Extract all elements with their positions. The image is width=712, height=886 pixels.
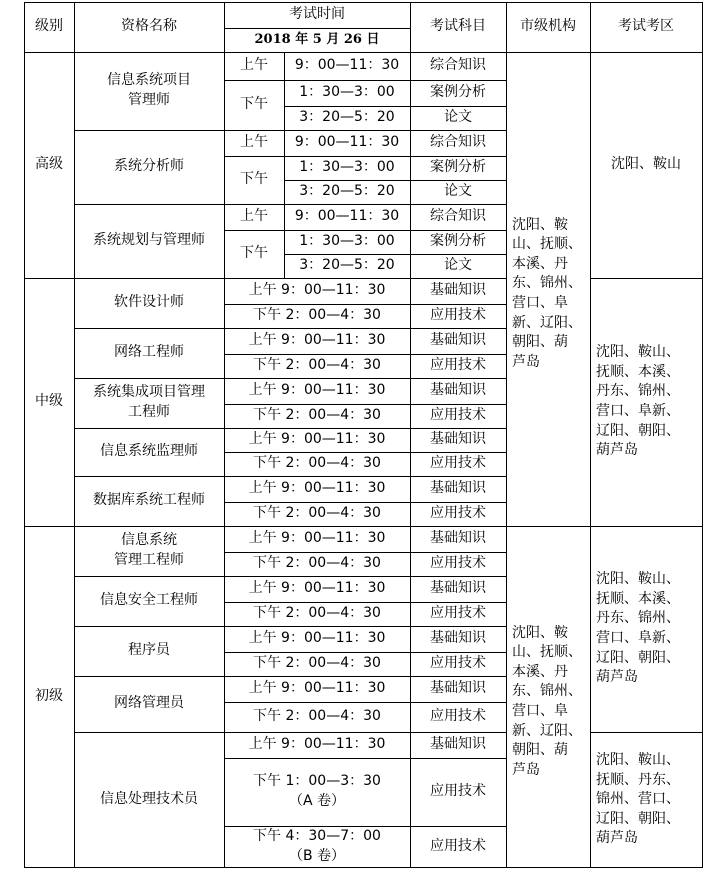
time-pm-value: 1：30—3：00 <box>299 84 395 101</box>
time-am-full: 上午 9：00—11：30 <box>248 736 386 753</box>
subject-cell: 基础知识 <box>430 382 486 399</box>
subject-cell: 综合知识 <box>430 208 486 225</box>
time-pm-session-b: 下午 4：30—7：00 （B 卷） <box>253 828 381 864</box>
time-pm-full: 下午 2：00—4：30 <box>253 708 381 725</box>
time-am-full: 上午 9：00—11：30 <box>248 282 386 299</box>
qual-network-admin: 网络管理员 <box>114 695 184 712</box>
subject-cell: 基础知识 <box>430 282 486 299</box>
subject-cell: 基础知识 <box>430 431 486 448</box>
header-city-org: 市级机构 <box>520 18 576 35</box>
level-junior: 初级 <box>35 688 63 705</box>
level-middle: 中级 <box>35 393 63 410</box>
time-am-full: 上午 9：00—11：30 <box>248 332 386 349</box>
qual-system-analyst: 系统分析师 <box>114 158 184 175</box>
subject-cell: 基础知识 <box>430 332 486 349</box>
subject-cell: 应用技术 <box>430 605 486 622</box>
subject-cell: 论文 <box>444 257 472 274</box>
subject-cell: 基础知识 <box>430 580 486 597</box>
header-subject: 考试科目 <box>430 18 486 35</box>
qual-network-engineer: 网络工程师 <box>114 344 184 361</box>
qual-database-engineer: 数据库系统工程师 <box>93 492 205 509</box>
subject-cell: 应用技术 <box>430 455 486 472</box>
time-am-full: 上午 9：00—11：30 <box>248 431 386 448</box>
time-pm-label: 下午 <box>240 171 268 188</box>
subject-cell: 应用技术 <box>430 307 486 324</box>
time-am-value: 9：00—11：30 <box>294 57 400 74</box>
subject-cell: 案例分析 <box>430 159 486 176</box>
time-am-label: 上午 <box>240 134 268 151</box>
time-am-full: 上午 9：00—11：30 <box>248 630 386 647</box>
subject-cell: 论文 <box>444 183 472 200</box>
time-pm-value: 1：30—3：00 <box>299 159 395 176</box>
qual-info-system-supervisor: 信息系统监理师 <box>100 443 198 460</box>
exam-area-senior: 沈阳、鞍山 <box>611 156 681 173</box>
time-am-label: 上午 <box>240 208 268 225</box>
time-pm-session-a: 下午 1：00—3：30 （A 卷） <box>253 773 381 809</box>
time-am-full: 上午 9：00—11：30 <box>248 480 386 497</box>
subject-cell: 基础知识 <box>430 736 486 753</box>
time-am-value: 9：00—11：30 <box>294 134 400 151</box>
subject-cell: 应用技术 <box>430 555 486 572</box>
header-level: 级别 <box>35 18 63 35</box>
qual-info-security-engineer: 信息安全工程师 <box>100 592 198 609</box>
qual-software-designer: 软件设计师 <box>114 294 184 311</box>
subject-cell: 应用技术 <box>430 655 486 672</box>
subject-cell: 应用技术 <box>430 505 486 522</box>
qual-programmer: 程序员 <box>128 642 170 659</box>
time-am-full: 上午 9：00—11：30 <box>248 382 386 399</box>
header-qualification: 资格名称 <box>121 18 177 35</box>
city-org-group-2: 沈阳、鞍 山、抚顺、 本溪、丹 东、锦州、 营口、阜 新、辽阳、 朝阳、葫 芦岛 <box>512 624 582 778</box>
time-pm-full: 下午 2：00—4：30 <box>253 407 381 424</box>
qual-system-planning-manager: 系统规划与管理师 <box>93 232 205 249</box>
time-am-full: 上午 9：00—11：30 <box>248 580 386 597</box>
subject-cell: 基础知识 <box>430 680 486 697</box>
qual-info-system-project-manager: 信息系统项目 管理师 <box>107 72 191 108</box>
header-exam-area: 考试考区 <box>618 18 674 35</box>
time-pm-full: 下午 2：00—4：30 <box>253 655 381 672</box>
time-am-full: 上午 9：00—11：30 <box>248 530 386 547</box>
exam-area-middle: 沈阳、鞍山、 抚顺、本溪、 丹东、锦州、 营口、阜新、 辽阳、朝阳、 葫芦岛 <box>596 344 680 459</box>
time-am-value: 9：00—11：30 <box>294 208 400 225</box>
time-pm-label: 下午 <box>240 245 268 262</box>
subject-cell: 论文 <box>444 109 472 126</box>
subject-cell: 应用技术 <box>430 407 486 424</box>
subject-cell: 基础知识 <box>430 630 486 647</box>
subject-cell: 案例分析 <box>430 233 486 250</box>
time-pm-full: 下午 2：00—4：30 <box>253 555 381 572</box>
level-senior: 高级 <box>35 156 63 173</box>
subject-cell: 基础知识 <box>430 530 486 547</box>
time-am-label: 上午 <box>240 57 268 74</box>
subject-cell: 应用技术 <box>430 783 486 800</box>
subject-cell: 综合知识 <box>430 57 486 74</box>
subject-cell: 基础知识 <box>430 480 486 497</box>
qual-info-system-mgmt-engineer: 信息系统 管理工程师 <box>114 532 184 568</box>
city-org-group-1: 沈阳、鞍 山、抚顺、 本溪、丹 东、锦州、 营口、阜 新、辽阳、 朝阳、葫 芦岛 <box>512 216 582 370</box>
subject-cell: 案例分析 <box>430 84 486 101</box>
exam-area-junior-2: 沈阳、鞍山、 抚顺、丹东、 锦州、营口、 辽阳、朝阳、 葫芦岛 <box>596 752 680 847</box>
exam-area-junior-1: 沈阳、鞍山、 抚顺、本溪、 丹东、锦州、 营口、阜新、 辽阳、朝阳、 葫芦岛 <box>596 571 680 686</box>
subject-cell: 应用技术 <box>430 838 486 855</box>
header-exam-time: 考试时间 <box>289 6 345 23</box>
time-pm-value: 3：20—5：20 <box>299 109 395 126</box>
header-exam-date: 2018 年 5 月 26 日 <box>254 31 380 47</box>
time-pm-value: 3：20—5：20 <box>299 257 395 274</box>
time-pm-full: 下午 2：00—4：30 <box>253 505 381 522</box>
subject-cell: 应用技术 <box>430 357 486 374</box>
time-pm-label: 下午 <box>240 96 268 113</box>
qual-info-processing-tech: 信息处理技术员 <box>100 791 198 808</box>
time-pm-value: 3：20—5：20 <box>299 183 395 200</box>
time-pm-full: 下午 2：00—4：30 <box>253 357 381 374</box>
time-pm-full: 下午 2：00—4：30 <box>253 455 381 472</box>
subject-cell: 应用技术 <box>430 708 486 725</box>
time-am-full: 上午 9：00—11：30 <box>248 680 386 697</box>
subject-cell: 综合知识 <box>430 134 486 151</box>
qual-system-integration-pm: 系统集成项目管理 工程师 <box>93 384 205 420</box>
time-pm-full: 下午 2：00—4：30 <box>253 307 381 324</box>
time-pm-full: 下午 2：00—4：30 <box>253 605 381 622</box>
time-pm-value: 1：30—3：00 <box>299 233 395 250</box>
